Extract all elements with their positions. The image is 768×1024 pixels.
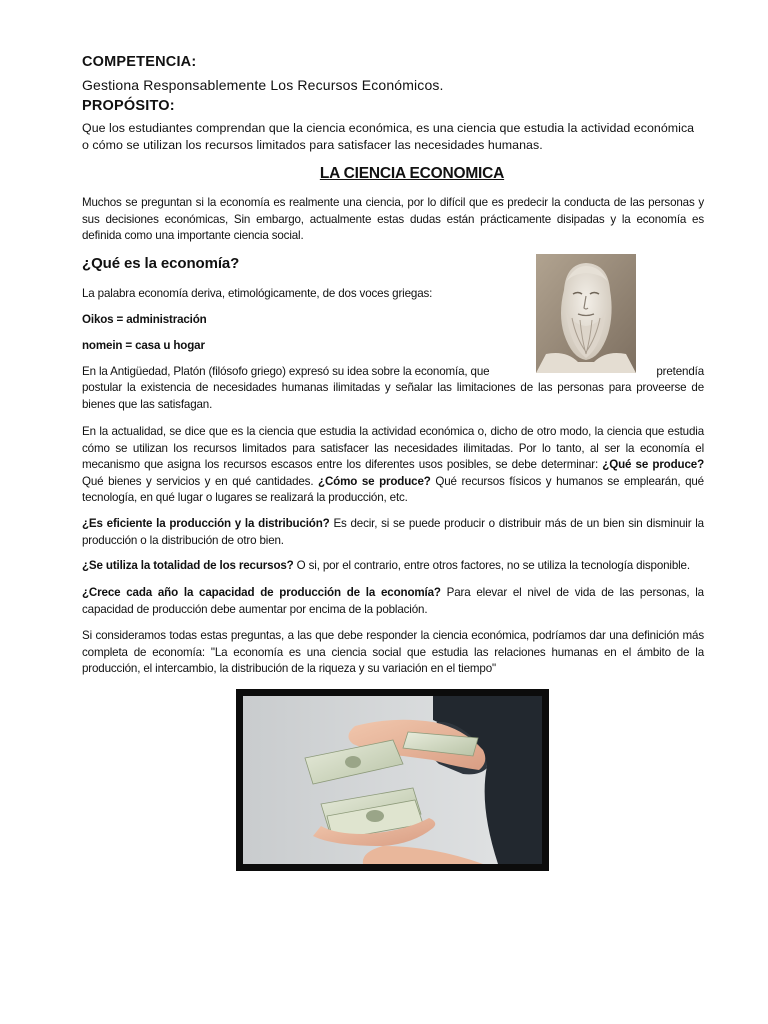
competencia-text: Gestiona Responsablemente Los Recursos Económicos. xyxy=(82,77,444,93)
nomein-definition: nomein = casa u hogar xyxy=(82,339,205,352)
plato-bust-image xyxy=(536,254,636,373)
totalidad-paragraph xyxy=(82,558,704,575)
page-title: LA CIENCIA ECONOMICA xyxy=(319,165,505,182)
intro-paragraph: Muchos se preguntan si la economía es realmente una ciencia, por lo difícil que es predecir la conducta de las personas y sus decisiones económicas, Sin embargo, actualmente estas dudas están prácticamente disipadas y la economía es definida como una importante ciencia social. xyxy=(82,196,704,242)
crece-paragraph xyxy=(82,585,704,618)
deriva-paragraph: La palabra economía deriva, etimológicamente, de dos voces griegas: xyxy=(82,287,433,300)
definition-paragraph: Si consideramos todas estas preguntas, a las que debe responder la ciencia económica, podríamos dar una definición más completa de economía: "La economía es una ciencia social que estudia las relaciones humanas en el ámbito de la producción, el intercambio, la distribución de la riqueza y su variación en el tiempo" xyxy=(82,629,704,675)
eficiente-text: Es decir, si se puede producir o distribuir más de un bien sin disminuir la producción o la distribución de otro bien. xyxy=(82,517,704,547)
proposito-text: Que los estudiantes comprendan que la ciencia económica, es una ciencia que estudia la actividad económica o cómo se utilizan los recursos limitados para satisfacer las necesidades humanas. xyxy=(82,121,695,152)
platon-text-start: En la Antigüedad, Platón (filósofo griego) expresó su idea sobre la economía, que xyxy=(82,365,490,378)
question-crece: ¿Crece cada año la capacidad de producción de la economía? xyxy=(82,586,441,599)
actualidad-text-3: Qué recursos físicos y humanos se emplearán, qué tecnología, en qué lugar o lugares se realizará la producción, etc. xyxy=(82,474,704,504)
actualidad-text-1: En la actualidad, se dice que es la ciencia que estudia la actividad económica o, dicho de otro modo, la ciencia que estudia cómo se utilizan los recursos limitados para satisfacer las necesidades ilimitadas. Por lo tanto, al ser la economía el mecanismo que asigna los recursos escasos entre los diferentes usos posibles, se debe determinar: xyxy=(82,425,704,471)
question-totalidad: ¿Se utiliza la totalidad de los recursos? xyxy=(82,559,294,572)
actualidad-text-2: Qué bienes y servicios y en qué cantidades. xyxy=(82,474,319,488)
money-exchange-image xyxy=(243,696,542,864)
totalidad-text: O si, por el contrario, entre otros factores, no se utiliza la tecnología disponible. xyxy=(293,559,690,572)
platon-paragraph-rest: postular la existencia de necesidades humanas ilimitadas y señalar las limitaciones de las personas para proveerse de bienes que las satisfagan. xyxy=(82,381,704,411)
question-como-se-produce: ¿Cómo se produce? xyxy=(318,474,431,488)
platon-line xyxy=(82,364,704,381)
money-exchange-image-frame xyxy=(236,689,549,871)
question-que-se-produce: ¿Qué se produce? xyxy=(602,458,704,471)
competencia-label: COMPETENCIA: xyxy=(82,54,197,70)
question-eficiente: ¿Es eficiente la producción y la distribución? xyxy=(82,517,330,530)
eficiente-paragraph xyxy=(82,516,704,549)
actualidad-paragraph xyxy=(82,424,704,507)
platon-text-word: pretendía xyxy=(656,365,704,378)
crece-text: Para elevar el nivel de vida de las personas, la capacidad de producción debe aumentar por encima de la población. xyxy=(82,586,704,616)
section-heading-que-es: ¿Qué es la economía? xyxy=(82,255,240,272)
proposito-label: PROPÓSITO: xyxy=(82,98,175,114)
oikos-definition: Oikos = administración xyxy=(82,313,207,326)
